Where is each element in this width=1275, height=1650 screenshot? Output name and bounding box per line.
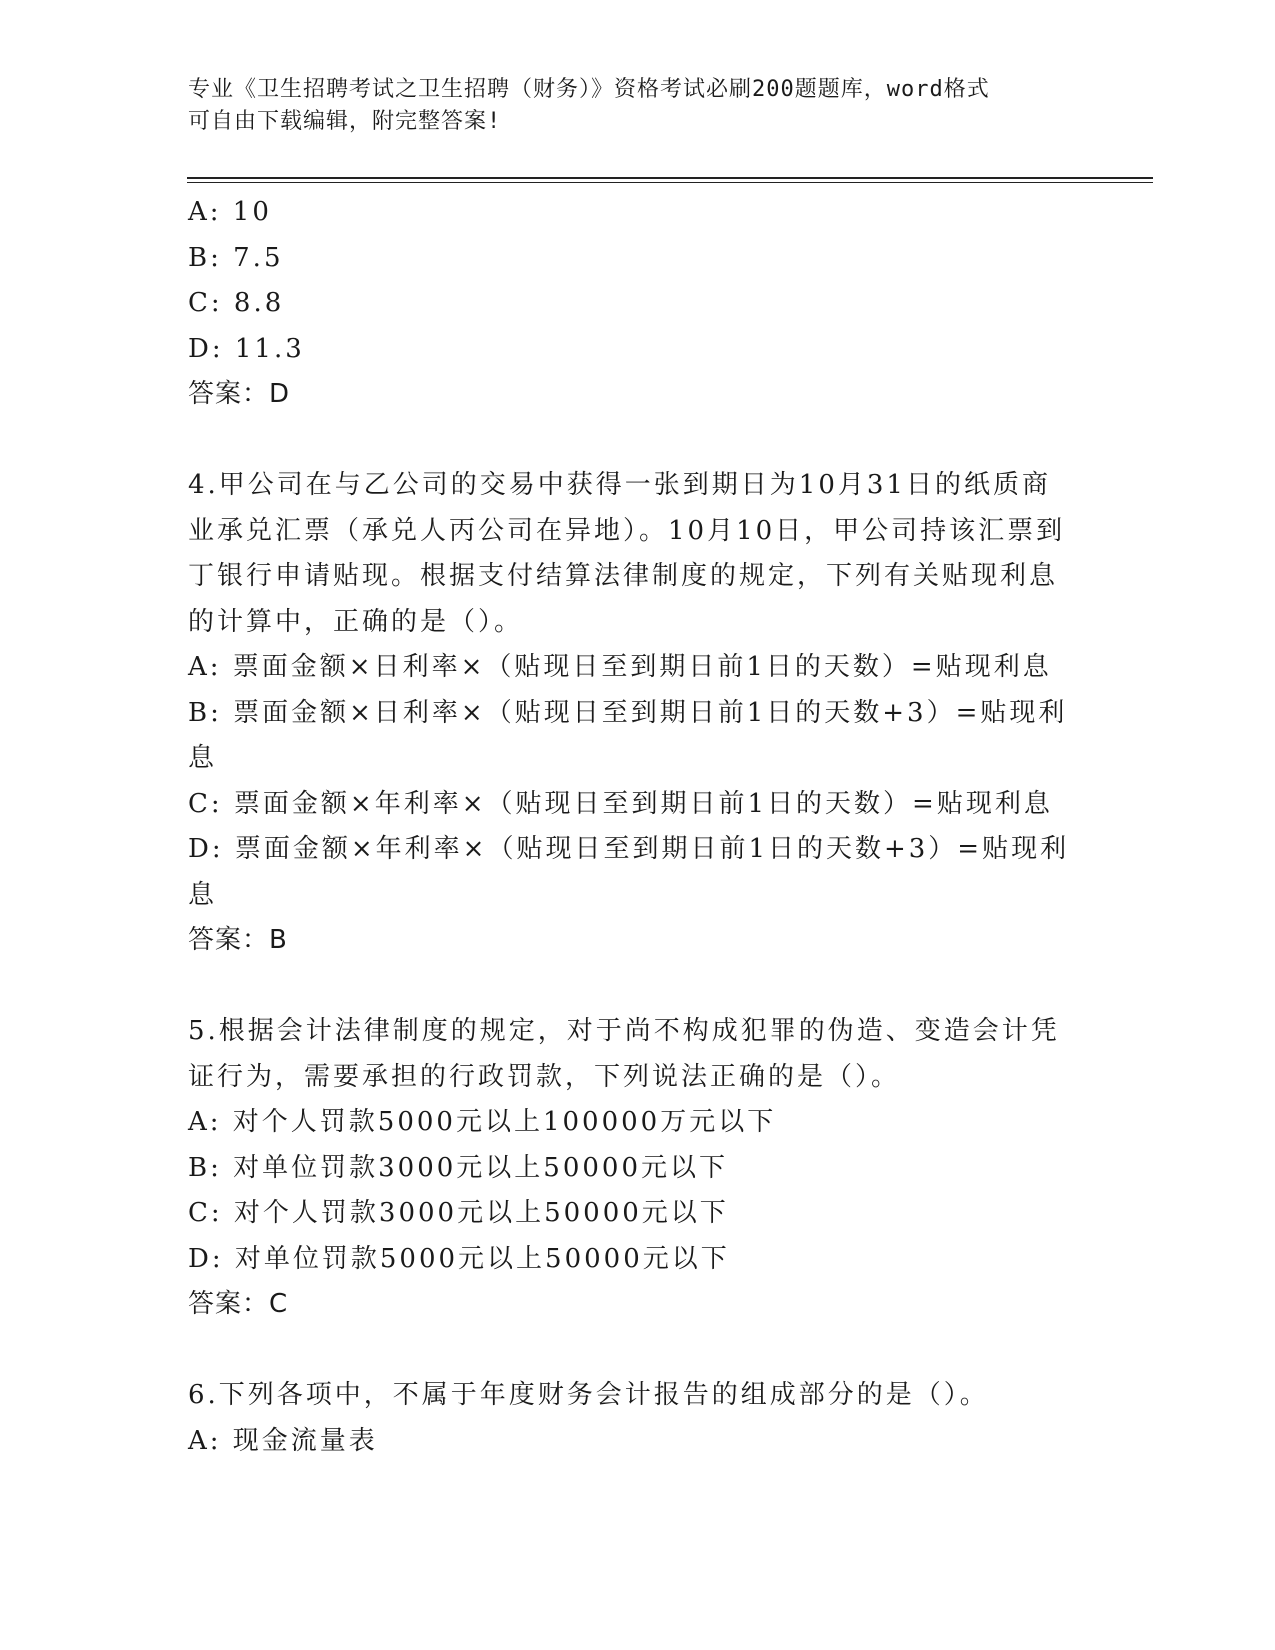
option-b: B: 对单位罚款3000元以上50000元以下 xyxy=(188,1152,729,1183)
spacer xyxy=(188,964,1088,1010)
header-divider-thick xyxy=(187,177,1153,179)
header-line-2: 可自由下载编辑，附完整答案! xyxy=(188,109,502,134)
answer-line: 答案：B xyxy=(188,925,288,955)
question-content xyxy=(188,190,1088,1464)
question-6 xyxy=(188,1373,1088,1464)
option-c: C: 8.8 xyxy=(188,288,285,318)
question-stem: 证行为，需要承担的行政罚款，下列说法正确的是（）。 xyxy=(188,1061,901,1092)
question-stem: 5.根据会计法律制度的规定，对于尚不构成犯罪的伪造、变造会计凭 xyxy=(188,1016,1060,1046)
header-divider-thin xyxy=(187,182,1153,183)
option-a: A: 现金流量表 xyxy=(188,1425,378,1456)
spacer xyxy=(188,418,1088,464)
option-a: A: 票面金额×日利率×（贴现日至到期日前1日的天数）=贴现利息 xyxy=(188,652,1052,682)
option-d: D: 对单位罚款5000元以上50000元以下 xyxy=(188,1243,730,1274)
answer-line: 答案：C xyxy=(188,1289,289,1319)
question-4 xyxy=(188,463,1088,964)
option-d-continued: 息 xyxy=(188,879,218,910)
option-a: A: 10 xyxy=(188,197,272,227)
option-a: A: 对个人罚款5000元以上100000万元以下 xyxy=(188,1107,777,1137)
option-d: D: 票面金额×年利率×（贴现日至到期日前1日的天数+3）=贴现利 xyxy=(188,834,1070,864)
question-3 xyxy=(188,190,1088,418)
spacer xyxy=(188,1328,1088,1374)
option-c: C: 对个人罚款3000元以上50000元以下 xyxy=(188,1198,729,1228)
option-b: B: 票面金额×日利率×（贴现日至到期日前1日的天数+3）=贴现利 xyxy=(188,697,1068,728)
answer-line: 答案：D xyxy=(188,379,291,409)
question-5 xyxy=(188,1009,1088,1328)
header-line-1: 专业《卫生招聘考试之卫生招聘（财务）》资格考试必刷200题题库，word格式 xyxy=(188,77,990,102)
option-c: C: 票面金额×年利率×（贴现日至到期日前1日的天数）=贴现利息 xyxy=(188,788,1053,819)
option-b-continued: 息 xyxy=(188,743,218,773)
option-b: B: 7.5 xyxy=(188,242,284,273)
option-d: D: 11.3 xyxy=(188,333,305,364)
question-stem: 业承兑汇票（承兑人丙公司在异地）。10月10日，甲公司持该汇票到 xyxy=(188,515,1066,546)
question-stem: 6.下列各项中，不属于年度财务会计报告的组成部分的是（）。 xyxy=(188,1380,989,1410)
question-stem: 4.甲公司在与乙公司的交易中获得一张到期日为10月31日的纸质商 xyxy=(188,470,1051,500)
question-stem: 丁银行申请贴现。根据支付结算法律制度的规定，下列有关贴现利息 xyxy=(188,561,1059,591)
document-header xyxy=(188,74,1088,138)
question-stem: 的计算中，正确的是（）。 xyxy=(188,606,524,637)
